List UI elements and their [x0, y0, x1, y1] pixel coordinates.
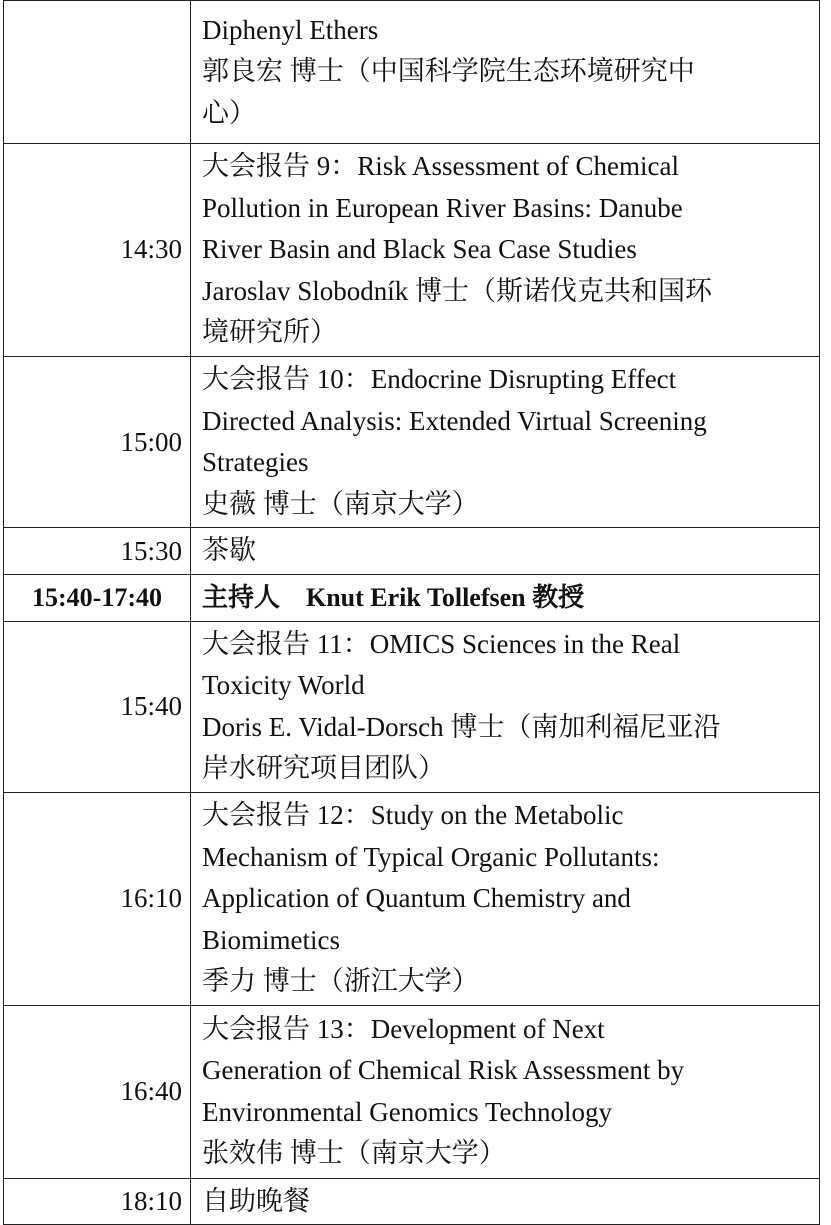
content-line: Application of Quantum Chemistry and	[202, 883, 631, 914]
content-line: 大会报告 13：Development of Next	[202, 1013, 605, 1044]
row-time	[4, 1, 191, 144]
row-content	[191, 1178, 820, 1225]
content-line: Mechanism of Typical Organic Pollutants:	[202, 841, 660, 872]
row-time: 15:00	[4, 356, 191, 527]
session-header-row	[4, 574, 820, 621]
schedule-row	[4, 1005, 820, 1178]
row-content	[191, 356, 820, 527]
content-line: Environmental Genomics Technology	[202, 1096, 613, 1127]
content-line: 季力 博士（浙江大学）	[202, 966, 479, 997]
content-line: 心）	[202, 97, 256, 128]
schedule-row	[4, 528, 820, 575]
content-line: 茶歇	[202, 535, 256, 566]
schedule-row	[4, 1178, 820, 1225]
content-line: 张效伟 博士（南京大学）	[202, 1138, 506, 1169]
content-line: 自助晚餐	[202, 1185, 310, 1216]
row-time: 14:30	[4, 144, 191, 357]
schedule-table	[3, 0, 820, 1225]
session-time: 15:40-17:40	[4, 574, 191, 621]
row-content	[191, 528, 820, 575]
content-line: 史薇 博士（南京大学）	[202, 488, 479, 519]
row-time: 15:40	[4, 621, 191, 792]
row-content	[191, 792, 820, 1005]
row-time: 16:40	[4, 1005, 191, 1178]
content-line: Toxicity World	[202, 670, 365, 701]
row-content	[191, 1, 820, 144]
schedule-body	[4, 1, 820, 1225]
row-time: 18:10	[4, 1178, 191, 1225]
content-line: Doris E. Vidal-Dorsch 博士（南加利福尼亚沿	[202, 711, 721, 742]
content-line: Diphenyl Ethers	[202, 14, 379, 45]
content-line: 主持人 Knut Erik Tollefsen 教授	[202, 582, 585, 612]
content-line: Pollution in European River Basins: Danube	[202, 192, 683, 223]
content-line: 大会报告 11：OMICS Sciences in the Real	[202, 628, 681, 659]
schedule-row	[4, 621, 820, 792]
row-content	[191, 1005, 820, 1178]
content-line: Directed Analysis: Extended Virtual Screening	[202, 405, 707, 436]
content-line: 岸水研究项目团队）	[202, 753, 445, 784]
row-content	[191, 621, 820, 792]
content-line: 大会报告 9：Risk Assessment of Chemical	[202, 151, 679, 181]
content-line: Jaroslav Slobodník 博士（斯诺伐克共和国环	[202, 275, 712, 306]
content-line: River Basin and Black Sea Case Studies	[202, 234, 637, 265]
content-line: 大会报告 10：Endocrine Disrupting Effect	[202, 363, 677, 394]
session-chair	[191, 574, 820, 621]
schedule-row	[4, 356, 820, 527]
content-line: 大会报告 12：Study on the Metabolic	[202, 799, 624, 830]
schedule-row	[4, 144, 820, 357]
schedule-row	[4, 1, 820, 144]
row-content	[191, 144, 820, 357]
row-time: 15:30	[4, 528, 191, 575]
content-line: Generation of Chemical Risk Assessment by	[202, 1055, 685, 1086]
content-line: 郭良宏 博士（中国科学院生态环境研究中	[202, 56, 695, 87]
row-time: 16:10	[4, 792, 191, 1005]
content-line: Biomimetics	[202, 924, 340, 955]
schedule-row	[4, 792, 820, 1005]
content-line: 境研究所）	[202, 317, 337, 348]
content-line: Strategies	[202, 447, 309, 478]
